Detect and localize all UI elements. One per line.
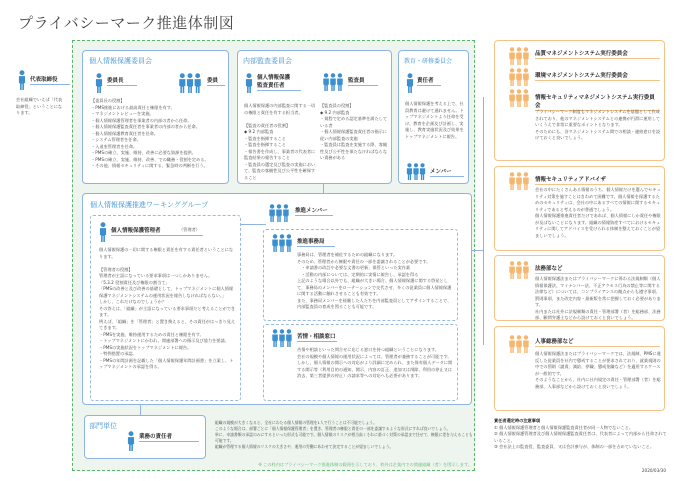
person-icon: [18, 70, 26, 90]
notes-item: ② 個人情報保護管理者及び個人情報保護監査責任者は、代表者によって内部から任命されていること。: [494, 431, 667, 443]
isms-label: 情報セキュリティマネジメントシステム実行委員会: [535, 93, 660, 111]
audit-head-label: 個人情報保護 監査責任者: [257, 73, 301, 91]
manager-note: （管理者）: [179, 227, 200, 232]
hr-body: 個人情報保護法またはプライバシーマークでは、法規制、PMSに違反した従業員を社内で懲戒することが要求されており、就業規則の中での罰則（譴責、減給、停職、懲戒免職など）を適用するケースが一般的です。 そのようなことから、社内に社内規定の責任・管理部署（者）を総務部、人事部などから設けておくと良いでしょう。: [535, 351, 661, 389]
security-advisor-box: [494, 166, 665, 251]
education-member-label: メンバー: [430, 167, 464, 177]
group-icon: [507, 47, 531, 65]
committee-body: 【委員長の役割】 ・PMS推進における最高責任と権限を有す。 ・マネジメントレビューを実施。 ・個人情報保護管理者を事業者の内部の者から任命。 ・個人情報保護監査責任者を事業者の内部の者から任命。 ・個人情報保護教育責任者を任命。 ・システム管理者を任命。 ・入退室管理者を任命。 ・PMSの確立、実施、維持、改善に必要な資源を提供。 ・PMSの確立、実施、維持、改善、での職務・役割を定める。 ・その他、情報セキュリティに関する、緊急時の判断を行う。: [91, 98, 209, 168]
dept-head-label: 業務の責任者: [139, 432, 199, 442]
notes-title: 責任者選定時の注意事項: [494, 418, 541, 423]
audit-box: [237, 50, 392, 184]
working-group-box: [82, 193, 472, 405]
person-icon: [99, 222, 107, 242]
complaint-body: 苦情や相談といった問合せに応じる窓口を持つ組織ということになります。 会社の規模や個人情報の運用状況によっては、管理者が兼務することが可能です。 しかし、個人情報の開示への対応がより詳細に定められ、また保有個人データに関する開示等（利用目的の通知、開示、内容の訂正、追加又は削除、利用の停止又は消去、第三者提供の停止）の請求等への対応へも必要があります。: [297, 347, 453, 378]
advisor-body: 会社の中にたくさんある情報のうち、個人情報だけを選んでセキュリティ対策を施すことはきわめて困難です。個人情報を保護するためのセキュリティは、会社の中にあるすべての情報に関するセキュリティであると考えるのが普通でしょう。 個人情報保護推進責任者だけであれば、個人情報にしか責任や権限が及ばないことになります。組織の情報資産すべてにおけるセキュリティに関してアドバイスを受けられる体制を整えておくことが望ましいでしょう。: [535, 187, 661, 238]
qms-label: 品質マネジメントシステム実行委員会: [535, 49, 660, 59]
group-icon: [404, 163, 428, 180]
wg-title: 個人情報保護推進ワーキンググループ: [90, 201, 209, 209]
manager-box: [90, 215, 241, 401]
office-box: [263, 229, 458, 321]
office-body: 事務局は、管理者を補佐するための組織になります。 そのため、管理者から権限や責任の一部を委譲されることが必要です。 ・申請書の改訂や必要な文書の更新、保管といった実作業 ・活動の内部については、定期的に実情に報告し、承認を得る 上記のような場合以外でも、組織が大きい場合、個人情報保護に関する啓発として、事務局のメンバーをローテーションで交代させ、多くの従業員に個人情報保護に関する活動に触れさせることも有効です。 また、事務局メンバーを経験した人たちを内部監査員としてアサインすることで、内部監査員の育成を図ることも可能です。: [297, 252, 452, 309]
notes-item: ① 個人情報保護管理者と個人情報保護監査責任者が同一人物でないこと。: [494, 424, 634, 430]
office-label: 推進事務局: [297, 237, 335, 247]
manager-label: 個人情報保護管理者: [111, 226, 203, 236]
ms-body: プライバシーマーク制度もマネジメントシステムを基盤として作成されており、他のマネジメントシステムとの連携が円滑に運用していくうえで非常に重要なポイントとなります。 そのためにも、各マネジメントシステム間での相談・連絡窓口を設けておくと良いでしょう。: [535, 109, 661, 140]
audit-title: 内部監査委員会: [243, 57, 292, 65]
legal-box: [494, 255, 665, 321]
connector-line: [483, 97, 484, 345]
hr-box: [494, 326, 665, 411]
group-icon: [320, 73, 346, 91]
connector-line: [472, 250, 483, 251]
education-box: [398, 50, 469, 184]
date: 2020/03/30: [641, 468, 666, 473]
group-icon: [507, 89, 531, 107]
hr-label: 人事総務部など: [535, 337, 660, 347]
group-icon: [507, 335, 531, 353]
group-icon: [507, 261, 531, 279]
group-icon: [507, 172, 531, 190]
footnote: ※ この枠内はプライバシーマーク推進体制の範囲を示しており、枠外は企業内での関連組織（者）を図示します。: [258, 462, 472, 467]
committee-box: [82, 50, 229, 184]
connector-line: [323, 184, 324, 193]
group-icon: [270, 234, 294, 252]
education-body: 個人情報保護を考える上で、社員教育は避けて通れません。トップマネジメントより任命を受け、教育を企画及び計画し、実施し、教育実施状況及び結果をトップマネジメントに報告。: [405, 101, 464, 139]
selection-notes: [494, 418, 669, 451]
connector-line: [241, 224, 266, 225]
page-title: プライバシーマーク推進体制図: [18, 14, 235, 32]
ms-committees-box: [494, 40, 665, 161]
president-label: 代表取締役: [30, 75, 70, 85]
education-head-label: 責任者: [417, 76, 441, 86]
person-icon: [127, 431, 135, 451]
dept-box: [84, 415, 206, 459]
advisor-label: 情報セキュリティアドバイザ: [535, 175, 660, 185]
group-icon: [270, 329, 294, 347]
president-note: 会社組織でいえば「代表取締役」ということになります。: [16, 97, 63, 115]
group-icon: [175, 73, 205, 93]
complaint-box: [263, 324, 458, 401]
connector-line: [140, 405, 141, 415]
chair-label: 委員長: [107, 76, 137, 86]
legal-body: 個人情報保護法またはプライバシーマークに係わる法規制類（個人情報保護法、マイナンバー法、不正アクセス行為の禁止等に関する法律など）については、コンプライアンスの観点からも遵守事項、罰則事項、また改定内容・最新版を常に把握しておく必要があります。 社内または社外に法規制類の責任・管理部署（者）を総務部、法務部、顧問弁護士などから設けておくと良いでしょう。: [535, 276, 661, 320]
person-icon: [406, 73, 414, 93]
auditor-label: 監査員: [348, 76, 378, 86]
education-title: 教育・研修委員会: [404, 58, 453, 65]
dept-note: 組織の規模が大きくなると、全社にわたる個人情報の管理を1人で行うことは不可能でしょう。 このような場合は、部署ごとに「個人情報保護管理者」を置き、管理者の権限と責任の一部を委譲するような形式にすれば良いでしょう。 単に、申請書類の承認のみにするといった形式も可能です。個人情報のリスクが相当高くそれに基づく対策の承認まで任せて、権限に差を与えることも可能です。 組織が管理する個人情報のリスクの大きさや、運用の労働にあわせて決定することが望ましいでしょう。: [215, 420, 473, 449]
ems-label: 環境マネジメントシステム実行委員会: [535, 71, 660, 81]
dept-title: 部門単位: [89, 422, 117, 430]
legal-label: 法務部など: [535, 264, 660, 274]
complaint-label: 苦情・相談窓口: [297, 334, 336, 340]
members-label: 推進メンバー: [295, 206, 333, 216]
manager-body: 個人情報保護の一切に関する権限と責任を有する責任者ということになります。 【管理者の役割】 管理者が主語になっている要求事項は一つしかありません。 「5.3.2 役割責任及び権限の割当て」 「PMSの改善と及び改善の基礎として、トップマネジメントに個人情報保護マネジメントシステムの運用状況を報告しなければならない。」 しかし、これだけなのでしょうか？ その答えは、「組織」が主語になっている要求事項だと考えることができます。 例えば、「組織」を「管理者」と置き換えると、その責任がはっきり見えてきます。 ・PMSを実施、維持運用するための責任と権限を有す。 ・トップマネジメントにかわれ、関連部署への指示及び協力を要請。 ・PMSの実施状況をトップマネジメントに報告。 ・特例措置の承認。 ・PMSの年間計画を記載した「個人情報保護年間計画書」を立案し、トップマネジメントの承認を得る。: [99, 247, 236, 369]
group-icon: [507, 68, 531, 86]
committee-title: 個人情報保護委員会: [89, 57, 152, 65]
group-icon: [267, 204, 291, 222]
person-icon: [245, 73, 253, 93]
notes-item: ③ 会社法上の監査役、監査委員、又は会計参与が、体制の一部を占めていないこと。: [494, 444, 655, 449]
person-icon: [95, 73, 103, 93]
auditor-body: 【監査員の役割】 ◆ 9.2 内部監査 ・規程で定める認定基準を満たしている者 ・個人情報保護監査責任者の指示に従い内部監査の実施 ・監査員は監査を実施する際、客観性及び公平性を保たなければならない責務がある: [320, 103, 388, 160]
audit-head-body: 個人情報保護の内部監査に関する一切の権限と責任を有する担当者。 【監査の責任者の役割】 ◆ 9.2 内部監査 ・監査を指揮すること ・監査を指揮すること ・報告書を作成し、事業者の代表者に監査結果の報告すること ・監査員の選定及び監査の実施において、監査の客観性及び公平性を確保すること: [244, 103, 316, 180]
member-label: 委員: [207, 76, 225, 86]
